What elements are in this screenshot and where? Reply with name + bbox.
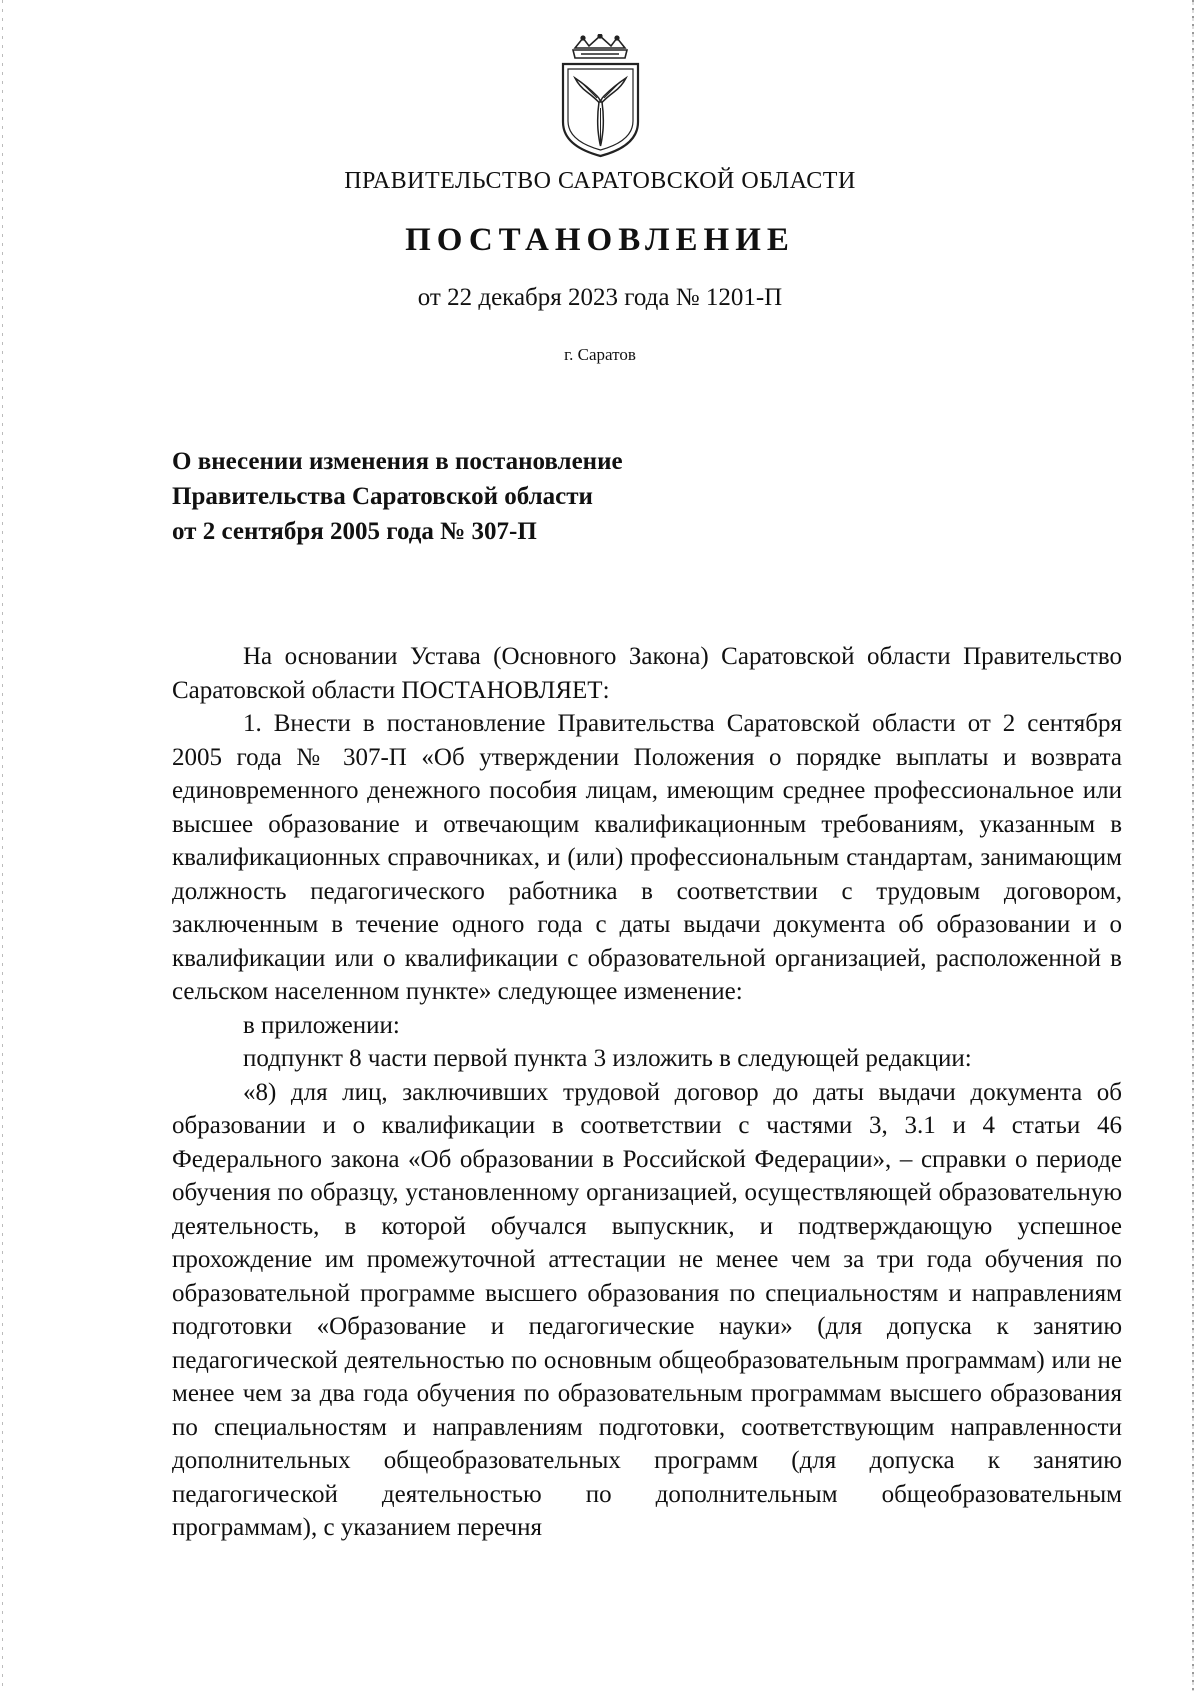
body-paragraph: подпункт 8 части первой пункта 3 изложить в следующей редакции: <box>243 1045 972 1072</box>
subject-line: от 2 сентября 2005 года № 307-П <box>172 518 537 545</box>
body-paragraph: «8) для лиц, заключивших трудовой договор до даты выдачи документа об образовании и о квалификации в соответствии с частями 3, 3.1 и 4 статьи 46 Федерального закона «Об образовании в Российской Федерации», – справки о периоде обучения по образцу, установленному организацией, осуществляющей образовательную деятельность, в которой обучался выпускник, и подтверждающую успешное прохождение им промежуточной аттестации не менее чем за три года обучения по образовательной программе высшего образования по специальностям и направлениям подготовки «Образование и педагогические науки» (для допуска к занятию педагогической деятельностью по основным общеобразовательным программам) или не менее чем за два года обучения по образовательным программам высшего образования по специальностям и направлениям подготовки, соответствующим направленности дополнительных общеобразовательных программ (для допуска к занятию педагогической деятельностью по дополнительным общеобразовательным программам), с указанием перечня <box>172 1078 1122 1541</box>
document-body <box>172 640 1122 1545</box>
document-city: г. Саратов <box>564 345 636 364</box>
saratov-coat-of-arms-icon <box>553 34 648 158</box>
body-paragraph: 1. Внести в постановление Правительства Саратовской области от 2 сентября 2005 года № 307-П «Об утверждении Положения о порядке выплаты и возврата единовременного денежного пособия лицам, имеющим среднее профессиональное или высшее образование и отвечающим квалификационным требованиям, указанным в квалификационных справочниках, и (или) профессиональным стандартам, занимающим должность педагогического работника в соответствии с трудовым договором, заключенным в течение одного года с даты выдачи документа об образовании и о квалификации или о квалификации с образовательной организацией, расположенной в сельском населенном пункте» следующее изменение: <box>172 710 1122 1005</box>
document-subject <box>172 444 872 549</box>
organization-name: ПРАВИТЕЛЬСТВО САРАТОВСКОЙ ОБЛАСТИ <box>344 168 856 194</box>
subject-line: О внесении изменения в постановление <box>172 448 623 475</box>
body-paragraph: На основании Устава (Основного Закона) Саратовской области Правительство Саратовской области ПОСТАНОВЛЯЕТ: <box>172 643 1122 704</box>
document-date-number: от 22 декабря 2023 года № 1201-П <box>417 284 783 311</box>
document-type-title: ПОСТАНОВЛЕНИЕ <box>405 222 795 258</box>
subject-line: Правительства Саратовской области <box>172 483 593 510</box>
body-paragraph: в приложении: <box>243 1011 400 1039</box>
